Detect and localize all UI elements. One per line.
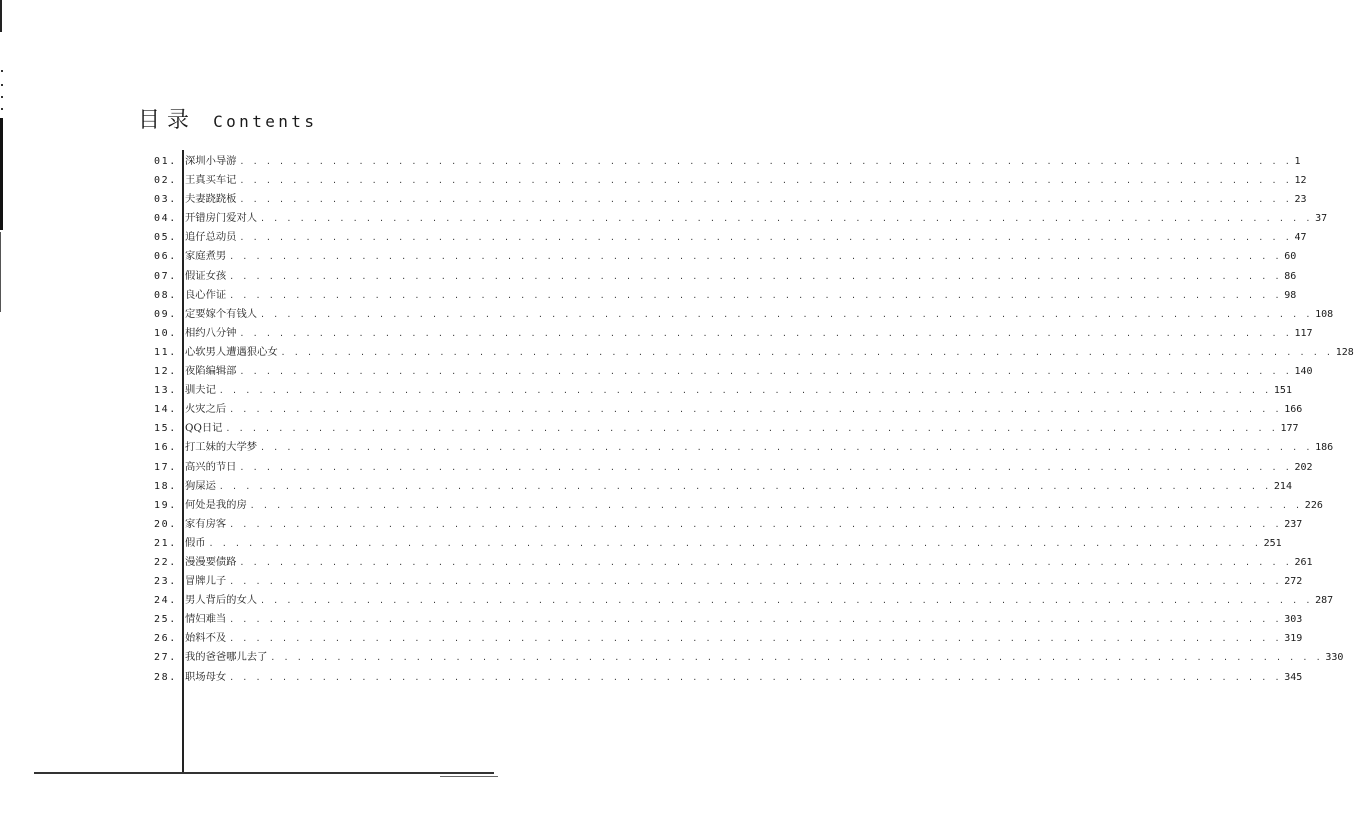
toc-entry-page: 303 bbox=[1284, 614, 1303, 626]
toc-entry-title: 职场母女 bbox=[185, 670, 227, 683]
toc-entry-page: 140 bbox=[1294, 366, 1313, 378]
toc-entry-page: 237 bbox=[1284, 518, 1303, 530]
toc-entry[interactable] bbox=[130, 152, 1301, 171]
toc-entry-number: 21. bbox=[154, 537, 177, 549]
toc-entry[interactable] bbox=[130, 190, 1307, 209]
toc-entry-number: 25. bbox=[154, 614, 177, 626]
toc-entry-number: 26. bbox=[154, 633, 177, 645]
toc-entry-title: 家有房客 bbox=[185, 517, 227, 530]
scan-edge-mark bbox=[0, 0, 2, 32]
toc-entry-title: QQ日记 bbox=[185, 422, 223, 435]
toc-entry-page: 86 bbox=[1284, 270, 1297, 282]
toc-dot-leader: . . . . . . . . . . . . . . . . . . . . . . . . . . . . . . . . . . . . . . . . . . . . . . . . . . . . . . . . . . . . . . . . . . . . . . . . . . . . . . . . bbox=[260, 309, 1313, 319]
toc-dot-leader: . . . . . . . . . . . . . . . . . . . . . . . . . . . . . . . . . . . . . . . . . . . . . . . . . . . . . . . . . . . . . . . . . . . . . . . . . . . . . . . . bbox=[239, 176, 1292, 186]
toc-entry-number: 28. bbox=[154, 671, 177, 683]
heading-chinese: 目录 bbox=[138, 108, 197, 133]
toc-entry[interactable] bbox=[130, 591, 1334, 610]
toc-entry-page: 1 bbox=[1294, 156, 1301, 167]
toc-dot-leader: . . . . . . . . . . . . . . . . . . . . . . . . . . . . . . . . . . . . . . . . . . . . . . . . . . . . . . . . . . . . . . . . . . . . . . . . . . . . . . . . bbox=[239, 328, 1292, 338]
toc-entry-number: 04. bbox=[154, 213, 177, 225]
toc-entry-title: 夫妻跷跷板 bbox=[185, 193, 237, 206]
scan-edge-mark bbox=[0, 118, 3, 230]
toc-entry[interactable] bbox=[130, 534, 1282, 553]
toc-dot-leader: . . . . . . . . . . . . . . . . . . . . . . . . . . . . . . . . . . . . . . . . . . . . . . . . . . . . . . . . . . . . . . . . . . . . . . . . . . . . . . . . bbox=[229, 252, 1282, 262]
toc-entry[interactable] bbox=[130, 496, 1323, 515]
toc-entry-number: 17. bbox=[154, 461, 177, 473]
toc-dot-leader: . . . . . . . . . . . . . . . . . . . . . . . . . . . . . . . . . . . . . . . . . . . . . . . . . . . . . . . . . . . . . . . . . . . . . . . . . . . . . . . . bbox=[260, 443, 1313, 453]
toc-entry-number: 02. bbox=[154, 175, 177, 187]
toc-entry-title: 火灾之后 bbox=[185, 403, 227, 416]
toc-dot-leader: . . . . . . . . . . . . . . . . . . . . . . . . . . . . . . . . . . . . . . . . . . . . . . . . . . . . . . . . . . . . . . . . . . . . . . . . . . . . . . . . bbox=[229, 634, 1282, 644]
scan-speck bbox=[1, 84, 3, 86]
toc-entry[interactable] bbox=[130, 629, 1303, 648]
toc-entry-page: 108 bbox=[1315, 308, 1334, 320]
toc-entry-page: 251 bbox=[1263, 537, 1282, 549]
toc-dot-leader: . . . . . . . . . . . . . . . . . . . . . . . . . . . . . . . . . . . . . . . . . . . . . . . . . . . . . . . . . . . . . . . . . . . . . . . . . . . . . . . . bbox=[239, 233, 1292, 243]
toc-entry[interactable] bbox=[130, 668, 1303, 687]
toc-entry-number: 19. bbox=[154, 499, 177, 511]
toc-entry-title: 冒牌儿子 bbox=[185, 575, 227, 588]
toc-entry[interactable] bbox=[130, 343, 1354, 362]
toc-entry-number: 03. bbox=[154, 194, 177, 206]
toc-dot-leader: . . . . . . . . . . . . . . . . . . . . . . . . . . . . . . . . . . . . . . . . . . . . . . . . . . . . . . . . . . . . . . . . . . . . . . . . . . . . . . . . bbox=[229, 519, 1282, 529]
toc-entry-title: 漫漫要债路 bbox=[185, 555, 237, 568]
toc-dot-leader: . . . . . . . . . . . . . . . . . . . . . . . . . . . . . . . . . . . . . . . . . . . . . . . . . . . . . . . . . . . . . . . . . . . . . . . . . . . . . . . . bbox=[225, 424, 1278, 434]
toc-entry[interactable] bbox=[130, 305, 1334, 324]
toc-entry-page: 23 bbox=[1294, 194, 1307, 206]
page-rule-horizontal bbox=[34, 772, 494, 774]
toc-entry[interactable] bbox=[130, 171, 1307, 190]
toc-entry[interactable] bbox=[130, 648, 1344, 667]
toc-entry-number: 22. bbox=[154, 556, 177, 568]
page-heading bbox=[138, 103, 317, 134]
toc-entry[interactable] bbox=[130, 572, 1303, 591]
toc-dot-leader: . . . . . . . . . . . . . . . . . . . . . . . . . . . . . . . . . . . . . . . . . . . . . . . . . . . . . . . . . . . . . . . . . . . . . . . . . . . . . . . . bbox=[229, 672, 1282, 682]
toc-entry-number: 23. bbox=[154, 576, 177, 588]
toc-entry-number: 01. bbox=[154, 156, 177, 167]
toc-entry-number: 09. bbox=[154, 308, 177, 320]
toc-entry[interactable] bbox=[130, 228, 1307, 247]
toc-dot-leader: . . . . . . . . . . . . . . . . . . . . . . . . . . . . . . . . . . . . . . . . . . . . . . . . . . . . . . . . . . . . . . . . . . . . . . . . . . . . . . . . bbox=[239, 367, 1292, 377]
toc-entry-page: 261 bbox=[1294, 556, 1313, 568]
toc-entry[interactable] bbox=[130, 458, 1313, 477]
heading-english: Contents bbox=[213, 112, 318, 131]
toc-entry-number: 07. bbox=[154, 270, 177, 282]
toc-entry[interactable] bbox=[130, 400, 1303, 419]
toc-entry-title: 男人背后的女人 bbox=[185, 594, 258, 607]
toc-entry-title: 狗屎运 bbox=[185, 479, 216, 492]
toc-entry[interactable] bbox=[130, 515, 1303, 534]
toc-entry-page: 214 bbox=[1273, 480, 1292, 492]
toc-entry-number: 12. bbox=[154, 366, 177, 378]
toc-entry-title: 王真买车记 bbox=[185, 174, 237, 187]
toc-entry-title: 始料不及 bbox=[185, 632, 227, 645]
toc-entry-title: 追仔总动员 bbox=[185, 231, 237, 244]
toc-entry[interactable] bbox=[130, 286, 1297, 305]
toc-entry-page: 128 bbox=[1335, 346, 1354, 358]
toc-dot-leader: . . . . . . . . . . . . . . . . . . . . . . . . . . . . . . . . . . . . . . . . . . . . . . . . . . . . . . . . . . . . . . . . . . . . . . . . . . . . . . . . bbox=[260, 214, 1313, 224]
toc-dot-leader: . . . . . . . . . . . . . . . . . . . . . . . . . . . . . . . . . . . . . . . . . . . . . . . . . . . . . . . . . . . . . . . . . . . . . . . . . . . . . . . . bbox=[229, 577, 1282, 587]
toc-entry-number: 18. bbox=[154, 480, 177, 492]
toc-entry-page: 47 bbox=[1294, 232, 1307, 244]
toc-entry-title: 高兴的节日 bbox=[185, 460, 237, 473]
scan-speck bbox=[1, 96, 3, 98]
toc-entry-page: 98 bbox=[1284, 289, 1297, 301]
toc-dot-leader: . . . . . . . . . . . . . . . . . . . . . . . . . . . . . . . . . . . . . . . . . . . . . . . . . . . . . . . . . . . . . . . . . . . . . . . . . . . . . . . . bbox=[280, 347, 1333, 357]
toc-entry-title: 定要嫁个有钱人 bbox=[185, 307, 258, 320]
toc-dot-leader: . . . . . . . . . . . . . . . . . . . . . . . . . . . . . . . . . . . . . . . . . . . . . . . . . . . . . . . . . . . . . . . . . . . . . . . . . . . . . . . . bbox=[218, 386, 1271, 396]
toc-entry-number: 14. bbox=[154, 404, 177, 416]
toc-entry-page: 202 bbox=[1294, 461, 1313, 473]
toc-entry-title: 驯夫记 bbox=[185, 384, 216, 397]
toc-entry-page: 117 bbox=[1294, 327, 1313, 339]
toc-entry-title: 夜陷编辑部 bbox=[185, 365, 237, 378]
toc-entry-page: 272 bbox=[1284, 576, 1303, 588]
toc-entry-page: 345 bbox=[1284, 671, 1303, 683]
toc-entry-page: 151 bbox=[1273, 385, 1292, 397]
toc-entry-number: 05. bbox=[154, 232, 177, 244]
toc-entry-page: 37 bbox=[1315, 213, 1328, 225]
toc-dot-leader: . . . . . . . . . . . . . . . . . . . . . . . . . . . . . . . . . . . . . . . . . . . . . . . . . . . . . . . . . . . . . . . . . . . . . . . . . . . . . . . . bbox=[239, 557, 1292, 567]
toc-entry[interactable] bbox=[130, 247, 1297, 266]
toc-entry-title: 深圳小导游 bbox=[185, 155, 237, 167]
toc-entry[interactable] bbox=[130, 438, 1334, 457]
toc-entry[interactable] bbox=[130, 553, 1313, 572]
toc-dot-leader: . . . . . . . . . . . . . . . . . . . . . . . . . . . . . . . . . . . . . . . . . . . . . . . . . . . . . . . . . . . . . . . . . . . . . . . . . . . . . . . . bbox=[239, 195, 1292, 205]
toc-entry[interactable] bbox=[130, 610, 1303, 629]
toc-entry-page: 287 bbox=[1315, 595, 1334, 607]
toc-entry-page: 319 bbox=[1284, 633, 1303, 645]
toc-entry[interactable] bbox=[130, 324, 1313, 343]
toc-entry-page: 177 bbox=[1280, 423, 1299, 435]
toc-entry-number: 16. bbox=[154, 442, 177, 454]
toc-dot-leader: . . . . . . . . . . . . . . . . . . . . . . . . . . . . . . . . . . . . . . . . . . . . . . . . . . . . . . . . . . . . . . . . . . . . . . . . . . . . . . . . bbox=[208, 538, 1261, 548]
toc-entry-page: 12 bbox=[1294, 175, 1307, 187]
toc-entry-number: 13. bbox=[154, 385, 177, 397]
toc-entry-title: 良心作证 bbox=[185, 288, 227, 301]
toc-entry-page: 60 bbox=[1284, 251, 1297, 263]
toc-entry-title: 开错房门爱对人 bbox=[185, 212, 258, 225]
toc-entry-page: 330 bbox=[1325, 652, 1344, 664]
toc-entry-title: 心软男人遭遇狠心女 bbox=[185, 345, 278, 358]
toc-entry-number: 24. bbox=[154, 595, 177, 607]
toc-entry-title: 何处是我的房 bbox=[185, 498, 247, 511]
toc-entry-title: 我的爸爸哪儿去了 bbox=[185, 651, 268, 664]
scan-edge-mark bbox=[0, 232, 1, 312]
toc-dot-leader: . . . . . . . . . . . . . . . . . . . . . . . . . . . . . . . . . . . . . . . . . . . . . . . . . . . . . . . . . . . . . . . . . . . . . . . . . . . . . . . . bbox=[229, 615, 1282, 625]
toc-dot-leader: . . . . . . . . . . . . . . . . . . . . . . . . . . . . . . . . . . . . . . . . . . . . . . . . . . . . . . . . . . . . . . . . . . . . . . . . . . . . . . . . bbox=[260, 596, 1313, 606]
toc-entry-number: 10. bbox=[154, 327, 177, 339]
toc-dot-leader: . . . . . . . . . . . . . . . . . . . . . . . . . . . . . . . . . . . . . . . . . . . . . . . . . . . . . . . . . . . . . . . . . . . . . . . . . . . . . . . . bbox=[218, 481, 1271, 491]
page-rule-horizontal-short bbox=[440, 776, 498, 777]
toc-entry-page: 226 bbox=[1304, 499, 1323, 511]
toc-dot-leader: . . . . . . . . . . . . . . . . . . . . . . . . . . . . . . . . . . . . . . . . . . . . . . . . . . . . . . . . . . . . . . . . . . . . . . . . . . . . . . . . bbox=[239, 462, 1292, 472]
toc-dot-leader: . . . . . . . . . . . . . . . . . . . . . . . . . . . . . . . . . . . . . . . . . . . . . . . . . . . . . . . . . . . . . . . . . . . . . . . . . . . . . . . . bbox=[270, 653, 1323, 663]
toc-entry[interactable] bbox=[130, 477, 1292, 496]
toc-entry-title: 家庭煮男 bbox=[185, 250, 227, 263]
toc-entry-number: 06. bbox=[154, 251, 177, 263]
toc-dot-leader: . . . . . . . . . . . . . . . . . . . . . . . . . . . . . . . . . . . . . . . . . . . . . . . . . . . . . . . . . . . . . . . . . . . . . . . . . . . . . . . . bbox=[229, 271, 1282, 281]
scan-speck bbox=[1, 108, 3, 110]
toc-dot-leader: . . . . . . . . . . . . . . . . . . . . . . . . . . . . . . . . . . . . . . . . . . . . . . . . . . . . . . . . . . . . . . . . . . . . . . . . . . . . . . . . bbox=[249, 500, 1302, 510]
toc-entry-number: 08. bbox=[154, 289, 177, 301]
toc-entry-title: 打工妹的大学梦 bbox=[185, 441, 258, 454]
toc-entry-page: 166 bbox=[1284, 404, 1303, 416]
toc-dot-leader: . . . . . . . . . . . . . . . . . . . . . . . . . . . . . . . . . . . . . . . . . . . . . . . . . . . . . . . . . . . . . . . . . . . . . . . . . . . . . . . . bbox=[229, 290, 1282, 300]
toc-entry-number: 15. bbox=[154, 423, 177, 435]
toc-entry-number: 27. bbox=[154, 652, 177, 664]
toc-entry[interactable] bbox=[130, 209, 1328, 228]
toc-dot-leader: . . . . . . . . . . . . . . . . . . . . . . . . . . . . . . . . . . . . . . . . . . . . . . . . . . . . . . . . . . . . . . . . . . . . . . . . . . . . . . . . bbox=[229, 405, 1282, 415]
toc-dot-leader: . . . . . . . . . . . . . . . . . . . . . . . . . . . . . . . . . . . . . . . . . . . . . . . . . . . . . . . . . . . . . . . . . . . . . . . . . . . . . . . . bbox=[239, 157, 1292, 166]
scan-speck bbox=[1, 70, 3, 72]
toc-entry-title: 相约八分钟 bbox=[185, 326, 237, 339]
toc-entry-title: 假证女孩 bbox=[185, 269, 227, 282]
toc-entry-number: 11. bbox=[154, 346, 177, 358]
toc-entry-title: 假币 bbox=[185, 536, 206, 549]
toc-entry[interactable] bbox=[130, 419, 1299, 438]
toc-entry-page: 186 bbox=[1315, 442, 1334, 454]
table-of-contents bbox=[130, 152, 1354, 687]
toc-entry-number: 20. bbox=[154, 518, 177, 530]
toc-entry[interactable] bbox=[130, 362, 1313, 381]
toc-entry[interactable] bbox=[130, 381, 1292, 400]
toc-entry-title: 情妇难当 bbox=[185, 613, 227, 626]
toc-entry[interactable] bbox=[130, 267, 1297, 286]
